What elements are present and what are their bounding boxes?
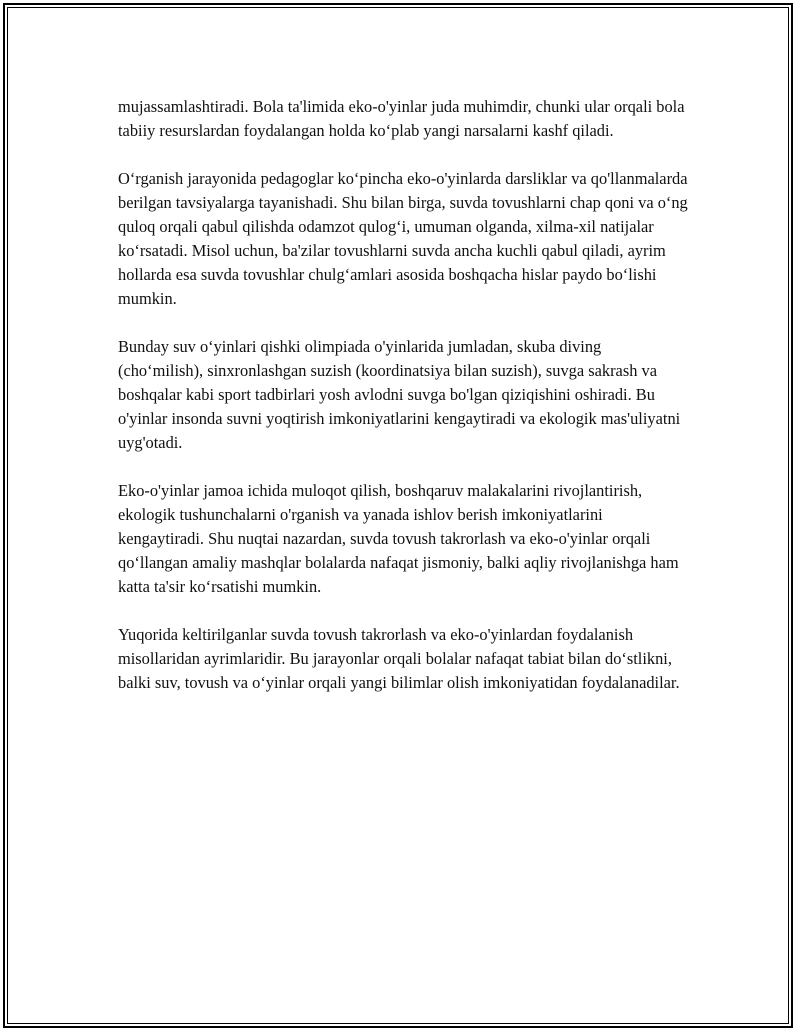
document-body bbox=[118, 95, 690, 719]
paragraph-1: mujassamlashtiradi. Bola ta'limida eko-o'yinlar juda muhimdir, chunki ular orqali bola tabiiy resurslardan foydalangan holda ko‘plab yangi narsalarni kashf qiladi. bbox=[118, 97, 685, 140]
paragraph-3: Bunday suv o‘yinlari qishki olimpiada o'yinlarida jumladan, skuba diving (cho‘milish), sinxronlashgan suzish (koordinatsiya bilan suzish), suvga sakrash va boshqalar kabi sport tadbirlari yosh avlodni suvga bo'lgan qiziqishini oshiradi. Bu o'yinlar insonda suvni yoqtirish imkoniyatlarini kengaytiradi va ekologik mas'uliyatni uyg'otadi. bbox=[118, 337, 681, 452]
paragraph-5: Yuqorida keltirilganlar suvda tovush takrorlash va eko-o'yinlardan foydalanish misollaridan ayrimlaridir. Bu jarayonlar orqali bolalar nafaqat tabiat bilan do‘stlikni, balki suv, tovush va o‘yinlar orqali yangi bilimlar olish imkoniyatidan foydalanadilar. bbox=[118, 625, 680, 692]
page bbox=[3, 3, 793, 1028]
paragraph-2: O‘rganish jarayonida pedagoglar ko‘pincha eko-o'yinlarda darsliklar va qo'llanmalarda berilgan tavsiyalarga tayanishadi. Shu bilan birga, suvda tovushlarni chap qoni va o‘ng quloq orqali qabul qilishda odamzot qulog‘i, umuman olganda, xilma-xil natijalar ko‘rsatadi. Misol uchun, ba'zilar tovushlarni suvda ancha kuchli qabul qiladi, ayrim hollarda esa suvda tovushlar chulg‘amlari asosida boshqacha hislar paydo bo‘lishi mumkin. bbox=[118, 169, 688, 308]
paragraph-4: Eko-o'yinlar jamoa ichida muloqot qilish, boshqaruv malakalarini rivojlantirish, ekologik tushunchalarni o'rganish va yanada ishlov berish imkoniyatlarini kengaytiradi. Shu nuqtai nazardan, suvda tovush takrorlash va eko-o'yinlar orqali qo‘llangan amaliy mashqlar bolalarda nafaqat jismoniy, balki aqliy rivojlanishga ham katta ta'sir ko‘rsatishi mumkin. bbox=[118, 481, 679, 596]
